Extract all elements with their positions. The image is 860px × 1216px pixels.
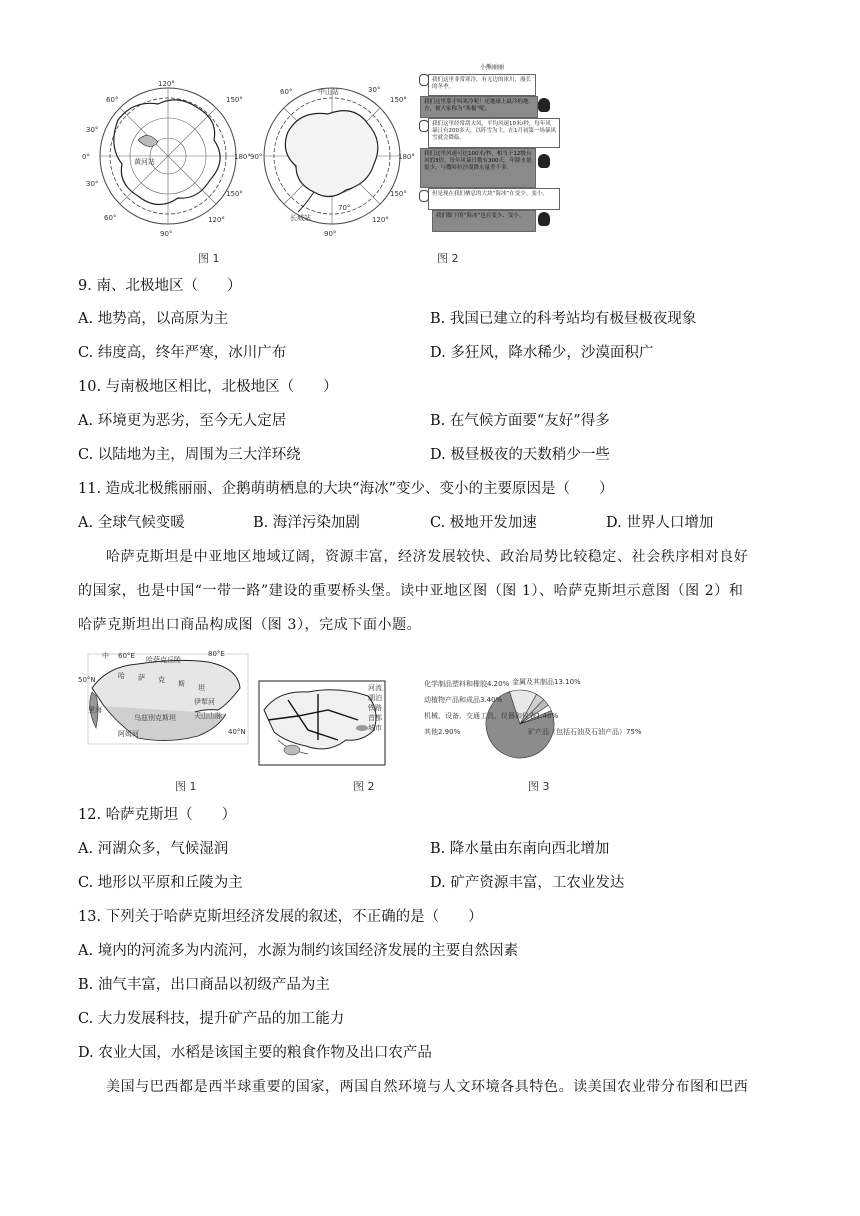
question-13-option-d: D. 农业大国，水稻是该国主要的粮食作物及出口农产品 [78,1045,432,1061]
question-9-option-c: C. 纬度高，终年严寒，冰川广布 [78,345,287,361]
map-label: 斯 [178,680,185,688]
chat-header: 小熊丽丽 [479,64,504,71]
lon-label: 120° [158,80,175,88]
lon-label: 150° [390,190,407,198]
map-label: 60°E [118,652,135,660]
chat-message: 我们这里风速可达100米/秒，相当于12级台风的3倍，每年风暴日数有300天，年降水量很少，与撒哈拉沙漠降水量差不多。 [420,148,536,188]
legend-label: 河流 [368,684,382,692]
lon-label: 90° [160,230,173,238]
question-13-option-c: C. 大力发展科技，提升矿产品的加工能力 [78,1011,345,1027]
lon-label: 30° [86,126,99,134]
figure-kazakhstan-map [258,680,386,766]
lon-label: 150° [390,96,407,104]
penguin-icon [538,154,550,168]
figure-export-pie-chart [420,672,642,772]
map-label: 伊犁河 [194,698,215,706]
map-label: 80°E [208,650,225,658]
pie-label: 动植物产品和成品3.40% [424,696,503,704]
map-label: 乌兹别克斯坦 [134,714,176,722]
lon-label: 60° [106,96,119,104]
pie-label: 矿产品（包括石油及石油产品）75% [528,728,642,736]
question-11-option-d: D. 世界人口增加 [606,515,714,531]
question-13-stem: 13. 下列关于哈萨克斯坦经济发展的叙述，不正确的是（ ） [78,909,483,925]
map-label: 哈萨克丘陵 [146,656,181,664]
legend-label: 铁路 [368,704,382,712]
lon-label: 90° [324,230,337,238]
legend-label: 城市 [368,724,382,732]
lon-label: 70° [338,204,351,212]
lon-label: 30° [368,86,381,94]
lon-label: 60° [104,214,117,222]
map-label: 萨 [138,674,145,682]
intro-paragraph-line: 哈萨克斯坦是中亚地区地域辽阔，资源丰富，经济发展较快、政治局势比较稳定、社会秩序相对良好 [106,549,749,565]
legend-label: 湖泊 [368,694,382,702]
map-label: 阿姆河 [118,730,139,738]
lon-label: 60° [280,88,293,96]
station-label: 中山站 [318,88,339,96]
lon-label: 30° [86,180,99,188]
question-9-option-a: A. 地势高，以高原为主 [78,311,229,327]
figure-central-asia-map [78,648,253,748]
question-10-option-c: C. 以陆地为主，周围为三大洋环绕 [78,447,301,463]
question-11-stem: 11. 造成北极熊丽丽、企鹅萌萌栖息的大块“海冰”变少、变小的主要原因是（ ） [78,481,614,497]
question-12-option-c: C. 地形以平原和丘陵为主 [78,875,243,891]
pie-label: 机械、设备、交通工具、仪器和仪表1.40% [424,712,559,720]
penguin-icon [538,98,550,112]
question-10-stem: 10. 与南极地区相比，北极地区（ ） [78,379,338,395]
figure-caption: 图 3 [528,780,550,793]
chat-message: 我们脚下的“海冰”也在变少、变小。 [432,210,536,232]
legend-label: 首都 [368,714,382,722]
figure-caption: 图 1 [175,780,197,793]
question-10-option-b: B. 在气候方面要“友好”得多 [430,413,610,429]
map-label: 天山山脉 [194,712,222,720]
figure-antarctic-map [250,80,415,240]
lon-label: 180° [398,153,415,161]
lon-label: 180° [234,153,251,161]
map-label: 哈 [118,672,125,680]
intro-paragraph-line: 哈萨克斯坦出口商品构成图（图 3），完成下面小题。 [78,617,422,633]
pie-label: 金属及其制品13.10% [512,678,581,686]
question-11-option-c: C. 极地开发加速 [430,515,537,531]
penguin-icon [538,212,550,226]
map-label: 50°N [78,676,96,684]
map-label: 里海 [88,706,102,714]
intro-paragraph-line: 美国与巴西都是西半球重要的国家，两国自然环境与人文环境各具特色。读美国农业带分布图和巴西 [106,1079,749,1095]
map-label: 中 [102,652,109,660]
pie-label: 其他2.90% [424,728,461,736]
map-label: 克 [158,676,165,684]
question-11-option-b: B. 海洋污染加剧 [253,515,360,531]
question-10-option-d: D. 极昼极夜的天数稍少一些 [430,447,610,463]
map-label: 坦 [198,684,205,692]
question-13-option-b: B. 油气丰富，出口商品以初级产品为主 [78,977,330,993]
bear-icon [419,74,429,86]
intro-paragraph-line: 的国家，也是中国“一带一路”建设的重要桥头堡。读中亚地区图（图 1）、哈萨克斯坦示意图（图 2）和 [78,583,744,599]
lon-label: 90° [250,153,263,161]
question-10-option-a: A. 环境更为恶劣，至今无人定居 [78,413,287,429]
figure-arctic-map [78,80,251,240]
lon-label: 150° [226,190,243,198]
question-11-option-a: A. 全球气候变暖 [78,515,185,531]
lon-label: 120° [372,216,389,224]
lon-label: 150° [226,96,243,104]
station-label: 黄河站 [134,158,155,166]
chat-figure [418,62,566,240]
pie-label: 化学制品塑料和橡胶4.20% [424,680,510,688]
station-label: 长城站 [290,214,311,222]
lon-label: 0° [82,153,90,161]
question-12-stem: 12. 哈萨克斯坦（ ） [78,807,237,823]
question-9-option-d: D. 多狂风，降水稀少，沙漠面积广 [430,345,654,361]
bear-icon [419,120,429,132]
question-12-option-a: A. 河湖众多，气候湿润 [78,841,229,857]
question-13-option-a: A. 境内的河流多为内流河，水源为制约该国经济发展的主要自然因素 [78,943,519,959]
question-12-option-b: B. 降水量由东南向西北增加 [430,841,610,857]
figure-caption: 图 2 [353,780,375,793]
figure-caption: 图 1 [198,252,220,265]
bear-icon [419,190,429,202]
chat-message: 我们这里经常刮大风，平均风速10米/秒，每年风暴日有200多天，以阵雪为主，在1月初第一场暴风雪就会降临。 [428,118,560,148]
figure-caption: 图 2 [437,252,459,265]
chat-message: 我们这里非常寒冷，有无边的冰川，漫长的冬季。 [428,74,536,96]
chat-message: 我们这里那才叫寒冷呢！还地球上最冷的地方，被大家称为“寒极”呢。 [420,96,538,118]
question-9-stem: 9. 南、北极地区（ ） [78,278,242,294]
chat-message: 但是现在我们栖息的大块“海冰”在变少、变小。 [428,188,560,210]
lon-label: 120° [208,216,225,224]
map-label: 40°N [228,728,246,736]
question-9-option-b: B. 我国已建立的科考站均有极昼极夜现象 [430,311,697,327]
question-12-option-d: D. 矿产资源丰富，工农业发达 [430,875,625,891]
